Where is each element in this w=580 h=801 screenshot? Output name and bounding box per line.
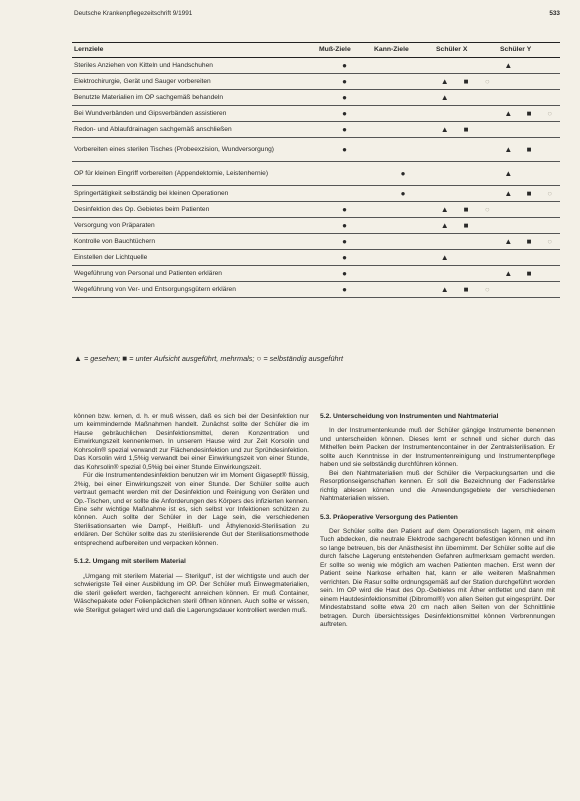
student-x-cell <box>434 186 498 202</box>
student-y-cell <box>498 74 560 90</box>
table-row <box>72 74 560 90</box>
seen-mark: ▲ <box>504 188 513 198</box>
table-row <box>72 266 560 282</box>
goal-label: Elektrochirurgie, Gerät und Sauger vorbereiten <box>72 74 317 90</box>
must-goal-cell: ● <box>317 282 372 298</box>
triangle-icon: ▲ <box>74 354 82 363</box>
table-body <box>72 58 560 298</box>
seen-mark: ▲ <box>440 220 449 230</box>
student-x-cell <box>434 162 498 186</box>
column-header-student-y: Schüler Y <box>498 43 560 58</box>
paragraph: „Umgang mit sterilem Material — Sterilgut“, ist der wichtigste und auch der schwierigste Teil einer Ausbildung im OP. Der Schüler muß Einwegmaterialien, die steril geliefert werden, fachgerecht anreichen können. Er muß Container, Wäschepakete oder Folienpäckchen steril öffnen können. Auch sollte er wissen, wie Sterilgut gelagert wird und daß die Lagerungsdauer kontrolliert werden muß. <box>74 572 309 614</box>
student-y-cell <box>498 162 560 186</box>
seen-mark: ▲ <box>504 168 513 178</box>
legend-square-text: = unter Aufsicht ausgeführt, mehrmals; <box>127 354 257 363</box>
supervised-mark: ■ <box>526 144 532 154</box>
must-goal-cell: ● <box>317 202 372 218</box>
seen-mark: ▲ <box>504 268 513 278</box>
goal-label: Versorgung von Präparaten <box>72 218 317 234</box>
must-goal-cell: ● <box>317 266 372 282</box>
table-row <box>72 162 560 186</box>
seen-mark: ▲ <box>440 76 449 86</box>
paragraph: In der Instrumentenkunde muß der Schüler gängige Instrumente benennen und unterscheiden können. Dieses lernt er schnell und sicher durch das Mithelfen beim Packen der Instrumentencontainer in der Zentralsterilisation. Er sollte auch Kenntnisse in der Instrumentenreinigung und Instrumentenpflege haben und sie selbständig durchführen können. <box>320 427 555 469</box>
seen-mark: ▲ <box>440 252 449 262</box>
table-row <box>72 218 560 234</box>
seen-mark: ▲ <box>440 92 449 102</box>
table-row <box>72 282 560 298</box>
supervised-mark: ■ <box>463 204 469 214</box>
seen-mark: ▲ <box>440 204 449 214</box>
student-x-cell <box>434 218 498 234</box>
table-row <box>72 122 560 138</box>
right-text-column <box>320 413 555 629</box>
independent-mark: ○ <box>547 108 553 118</box>
left-text-column <box>74 413 309 615</box>
section-heading: 5.3. Präoperative Versorgung des Patienten <box>320 513 458 521</box>
must-goal-cell <box>317 186 372 202</box>
must-goal-cell: ● <box>317 122 372 138</box>
goal-label: Steriles Anziehen von Kitteln und Handschuhen <box>72 58 317 74</box>
learning-goals-table <box>72 42 560 298</box>
student-x-cell <box>434 138 498 162</box>
can-goal-cell <box>372 218 434 234</box>
paragraph: Der Schüler sollte den Patient auf dem Operationstisch lagern, mit einem Tuch abdecken, die neutrale Elektrode sachgerecht befestigen können und ihn so lange betreuen, bis der Anästhesist ihn übernimmt. Der Schüler sollte auf die durch falsche Lagerung entstehenden Gefahren aufmerksam gemacht werden. Er sollte so wenig wie möglich am wachen Patienten machen. Erst wenn der Patient seine Narkose erhalten hat, kann er alle weiteren Maßnahmen verrichten. Die Rasur sollte ordnungsgemäß auf der Station durchgeführt worden sein. Im OP wird die Haut des Op.-Gebietes mit Äther entfettet und dann mit einem Hautdesinfektionsmittel (Dibromol®) von allen Seiten gut eingesprüht. Der Mindestabstand sollte etwa 20 cm nach allen Seiten von der Schnittlinie betragen. Durch übersichtssiges Desinfektionsmittel können Verbrennungen auftreten. <box>320 527 555 628</box>
seen-mark: ▲ <box>504 236 513 246</box>
goal-label: Vorbereiten eines sterilen Tisches (Probeexzision, Wundversorgung) <box>72 138 317 162</box>
student-x-cell <box>434 122 498 138</box>
square-icon: ■ <box>122 354 128 363</box>
must-goal-cell: ● <box>317 234 372 250</box>
table-row <box>72 90 560 106</box>
page-number: 533 <box>549 10 560 17</box>
independent-mark: ○ <box>484 204 490 214</box>
legend-circle-text: = selbständig ausgeführt <box>261 354 344 363</box>
table-row <box>72 138 560 162</box>
table-row <box>72 106 560 122</box>
column-header-can: Kann-Ziele <box>372 43 434 58</box>
supervised-mark: ■ <box>463 284 469 294</box>
can-goal-cell <box>372 282 434 298</box>
goal-label: Einstellen der Lichtquelle <box>72 250 317 266</box>
table-row <box>72 250 560 266</box>
must-goal-cell: ● <box>317 138 372 162</box>
paragraph: Für die Instrumentendesinfektion benutzen wir im Moment Gigasept® flüssig, 2%ig, bei einer Einwirkungszeit von einer Stunde. Der Schüler sollte auch vertraut gemacht werden mit der Desinfektion und Reinigung von Geräten und Op.-Tischen, und er sollte die Anforderungen des Körpers des infizierten kennen. Eine sehr wichtige Maßnahme ist es, sich selbst vor Infektionen schützen zu können. Auch sollte der Schüler in der Lage sein, die verschiedenen Sterilisationsarten wie Dampf-, Heißluft- und Äthylenoxid-Sterilisation zu erklären. Der Schüler sollte das zu sterilisierende Gut der Sterilisationsmethode entsprechend aufbereiten und verpacken können. <box>74 472 309 547</box>
student-y-cell <box>498 138 560 162</box>
must-goal-cell: ● <box>317 218 372 234</box>
table-row <box>72 186 560 202</box>
can-goal-cell <box>372 58 434 74</box>
goal-label: Wegeführung von Ver- und Entsorgungsgütern erklären <box>72 282 317 298</box>
can-goal-cell: ● <box>372 162 434 186</box>
can-goal-cell: ● <box>372 186 434 202</box>
must-goal-cell: ● <box>317 58 372 74</box>
supervised-mark: ■ <box>463 76 469 86</box>
student-y-cell <box>498 250 560 266</box>
seen-mark: ▲ <box>504 144 513 154</box>
supervised-mark: ■ <box>463 124 469 134</box>
can-goal-cell <box>372 138 434 162</box>
section-heading: 5.2. Unterscheidung von Instrumenten und Nahtmaterial <box>320 413 499 420</box>
student-y-cell <box>498 186 560 202</box>
table-legend <box>74 354 554 363</box>
page-header <box>74 10 560 22</box>
can-goal-cell <box>372 250 434 266</box>
student-y-cell <box>498 218 560 234</box>
student-x-cell <box>434 202 498 218</box>
supervised-mark: ■ <box>526 268 532 278</box>
independent-mark: ○ <box>547 188 553 198</box>
section-heading: 5.1.2. Umgang mit sterilem Material <box>74 558 186 566</box>
supervised-mark: ■ <box>526 236 532 246</box>
column-header-student-x: Schüler X <box>434 43 498 58</box>
seen-mark: ▲ <box>504 108 513 118</box>
must-goal-cell: ● <box>317 250 372 266</box>
can-goal-cell <box>372 106 434 122</box>
column-header-goals: Lernziele <box>72 43 317 58</box>
can-goal-cell <box>372 74 434 90</box>
can-goal-cell <box>372 122 434 138</box>
paragraph: können bzw. lernen, d. h. er muß wissen, daß es sich bei der Desinfektion nur um keimmindernde Maßnahmen handelt. Zunächst sollte der Schüler die im Hause gebräuchlichen Desinfektionsmittel, deren Konzentration und Einwirkungszeit kennenlernen. In unserem Hause wird zur Zeit Korsolin und Kohrsolin® spezial verwandt zur Flächendesinfektion und zur Sprühdesinfektion. Das Korsolin wird 1,5%ig verwandt bei einer Einwirkungszeit von einer Stunde, das Kohrsolin® spezial 0,5%ig bei einer Stunde Einwirkungszeit. <box>74 413 309 471</box>
student-x-cell <box>434 234 498 250</box>
goal-label: Benutzte Materialien im OP sachgemäß behandeln <box>72 90 317 106</box>
student-y-cell <box>498 234 560 250</box>
independent-mark: ○ <box>484 284 490 294</box>
column-header-must: Muß-Ziele <box>317 43 372 58</box>
student-y-cell <box>498 266 560 282</box>
circle-icon: ○ <box>256 354 262 363</box>
table-row <box>72 202 560 218</box>
student-x-cell <box>434 58 498 74</box>
paragraph: Bei den Nahtmaterialien muß der Schüler die Verpackungsarten und die Resorptionseigenschaften kennen. Er soll die Bezeichnung der Fadenstärke richtig ablesen können und die Anwendungsgebiete der verschiedenen Nahtmaterialien wissen. <box>320 469 555 503</box>
learning-goals-table-container <box>72 42 560 298</box>
supervised-mark: ■ <box>526 108 532 118</box>
supervised-mark: ■ <box>526 188 532 198</box>
goal-label: Kontrolle von Bauchtüchern <box>72 234 317 250</box>
goal-label: Wegeführung von Personal und Patienten erklären <box>72 266 317 282</box>
student-y-cell <box>498 106 560 122</box>
student-x-cell <box>434 282 498 298</box>
independent-mark: ○ <box>484 76 490 86</box>
goal-label: Desinfektion des Op. Gebietes beim Patienten <box>72 202 317 218</box>
table-row <box>72 234 560 250</box>
student-x-cell <box>434 250 498 266</box>
supervised-mark: ■ <box>463 220 469 230</box>
student-y-cell <box>498 202 560 218</box>
seen-mark: ▲ <box>440 124 449 134</box>
student-x-cell <box>434 266 498 282</box>
student-x-cell <box>434 90 498 106</box>
must-goal-cell <box>317 162 372 186</box>
must-goal-cell: ● <box>317 74 372 90</box>
goal-label: Springertätigkeit selbständig bei kleinen Operationen <box>72 186 317 202</box>
independent-mark: ○ <box>547 236 553 246</box>
student-x-cell <box>434 74 498 90</box>
can-goal-cell <box>372 90 434 106</box>
goal-label: Redon- und Ablaufdrainagen sachgemäß anschließen <box>72 122 317 138</box>
goal-label: Bei Wundverbänden und Gipsverbänden assistieren <box>72 106 317 122</box>
student-y-cell <box>498 90 560 106</box>
student-x-cell <box>434 106 498 122</box>
goal-label: OP für kleinen Eingriff vorbereiten (Appendektomie, Leistenhernie) <box>72 162 317 186</box>
seen-mark: ▲ <box>504 60 513 70</box>
can-goal-cell <box>372 234 434 250</box>
legend-triangle-text: = gesehen; <box>81 354 123 363</box>
seen-mark: ▲ <box>440 284 449 294</box>
student-y-cell <box>498 122 560 138</box>
must-goal-cell: ● <box>317 106 372 122</box>
can-goal-cell <box>372 266 434 282</box>
student-y-cell <box>498 58 560 74</box>
table-row <box>72 58 560 74</box>
journal-title: Deutsche Krankenpflegezeitschrift 9/1991 <box>74 10 193 17</box>
table-header-row <box>72 43 560 58</box>
can-goal-cell <box>372 202 434 218</box>
must-goal-cell: ● <box>317 90 372 106</box>
student-y-cell <box>498 282 560 298</box>
